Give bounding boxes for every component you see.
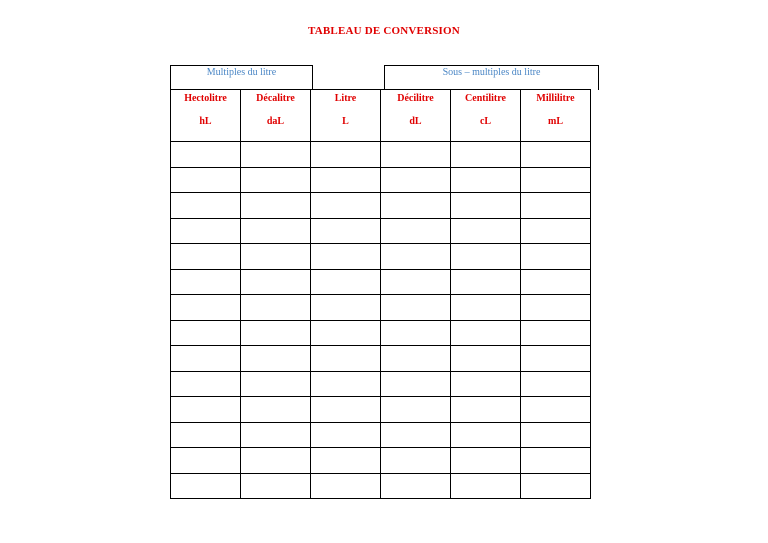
table-row (171, 473, 591, 499)
table-cell (311, 473, 381, 499)
table-cell (381, 397, 451, 423)
table-row (171, 422, 591, 448)
table-row (171, 320, 591, 346)
table-cell (381, 218, 451, 244)
unit-name: Centilitre (465, 93, 506, 104)
table-cell (241, 269, 311, 295)
col-decilitre (381, 90, 451, 142)
table-cell (171, 193, 241, 219)
table-cell (241, 142, 311, 168)
table-cell (521, 346, 591, 372)
table-row (171, 397, 591, 423)
table-cell (451, 397, 521, 423)
table-cell (381, 244, 451, 270)
table-body (171, 142, 591, 499)
table-cell (311, 218, 381, 244)
table-cell (521, 142, 591, 168)
col-litre (311, 90, 381, 142)
table-cell (381, 473, 451, 499)
table-cell (241, 320, 311, 346)
table-cell (241, 218, 311, 244)
conversion-table (170, 89, 591, 499)
table-cell (241, 473, 311, 499)
table-row (171, 448, 591, 474)
unit-name: Hectolitre (184, 93, 227, 104)
table-cell (521, 473, 591, 499)
table-cell (241, 448, 311, 474)
group-label-sous-multiples: Sous – multiples du litre (384, 65, 599, 90)
unit-abbr: cL (479, 116, 492, 127)
unit-abbr: hL (199, 116, 212, 127)
table-cell (521, 218, 591, 244)
table-cell (451, 218, 521, 244)
table-cell (311, 142, 381, 168)
table-cell (451, 295, 521, 321)
table-cell (311, 193, 381, 219)
table-cell (451, 142, 521, 168)
table-cell (241, 346, 311, 372)
table-cell (521, 371, 591, 397)
col-decalitre (241, 90, 311, 142)
table-row (171, 295, 591, 321)
table-cell (171, 295, 241, 321)
table-row (171, 346, 591, 372)
table-row (171, 142, 591, 168)
table-cell (241, 193, 311, 219)
table-cell (451, 448, 521, 474)
table-cell (381, 371, 451, 397)
unit-abbr: mL (548, 116, 563, 127)
table-row (171, 218, 591, 244)
table-cell (381, 422, 451, 448)
table-cell (381, 142, 451, 168)
table-cell (311, 295, 381, 321)
table-cell (451, 346, 521, 372)
table-cell (241, 244, 311, 270)
col-centilitre (451, 90, 521, 142)
table-cell (171, 397, 241, 423)
table-cell (311, 346, 381, 372)
table-cell (521, 295, 591, 321)
col-hectolitre (171, 90, 241, 142)
table-cell (521, 448, 591, 474)
page-title: TABLEAU DE CONVERSION (308, 25, 460, 37)
table-cell (311, 244, 381, 270)
col-millilitre (521, 90, 591, 142)
table-cell (171, 269, 241, 295)
table-cell (451, 422, 521, 448)
table-cell (171, 244, 241, 270)
table-cell (381, 320, 451, 346)
table-cell (451, 269, 521, 295)
table-cell (241, 397, 311, 423)
table-cell (521, 269, 591, 295)
table-cell (311, 371, 381, 397)
unit-header-row (171, 90, 591, 142)
table-cell (311, 167, 381, 193)
table-row (171, 269, 591, 295)
table-row (171, 371, 591, 397)
table-cell (521, 422, 591, 448)
table-cell (241, 422, 311, 448)
table-cell (451, 320, 521, 346)
table-cell (451, 167, 521, 193)
table-cell (521, 167, 591, 193)
unit-abbr: dL (409, 116, 422, 127)
table-row (171, 167, 591, 193)
table-cell (451, 371, 521, 397)
table-cell (311, 448, 381, 474)
unit-abbr: daL (266, 116, 285, 127)
table-cell (241, 371, 311, 397)
table-cell (241, 167, 311, 193)
table-cell (521, 193, 591, 219)
table-cell (171, 473, 241, 499)
table-cell (311, 397, 381, 423)
table-cell (171, 218, 241, 244)
table-cell (171, 142, 241, 168)
table-cell (381, 448, 451, 474)
table-cell (381, 167, 451, 193)
unit-name: Décalitre (256, 93, 295, 104)
table-cell (381, 295, 451, 321)
table-cell (381, 269, 451, 295)
unit-name: Décilitre (397, 93, 434, 104)
group-label-multiples: Multiples du litre (170, 65, 313, 90)
table-cell (311, 422, 381, 448)
table-cell (381, 193, 451, 219)
table-cell (521, 244, 591, 270)
table-cell (521, 397, 591, 423)
table-cell (311, 269, 381, 295)
table-row (171, 244, 591, 270)
unit-name: Litre (334, 93, 357, 104)
table-cell (171, 422, 241, 448)
table-cell (171, 320, 241, 346)
table-cell (451, 193, 521, 219)
unit-name: Millilitre (536, 93, 575, 104)
table-cell (171, 346, 241, 372)
table-cell (521, 320, 591, 346)
table-cell (241, 295, 311, 321)
table-cell (451, 473, 521, 499)
table-row (171, 193, 591, 219)
unit-abbr: L (342, 116, 349, 127)
table-cell (171, 167, 241, 193)
table-cell (171, 371, 241, 397)
table-cell (451, 244, 521, 270)
table-cell (171, 448, 241, 474)
table-cell (311, 320, 381, 346)
table-cell (381, 346, 451, 372)
